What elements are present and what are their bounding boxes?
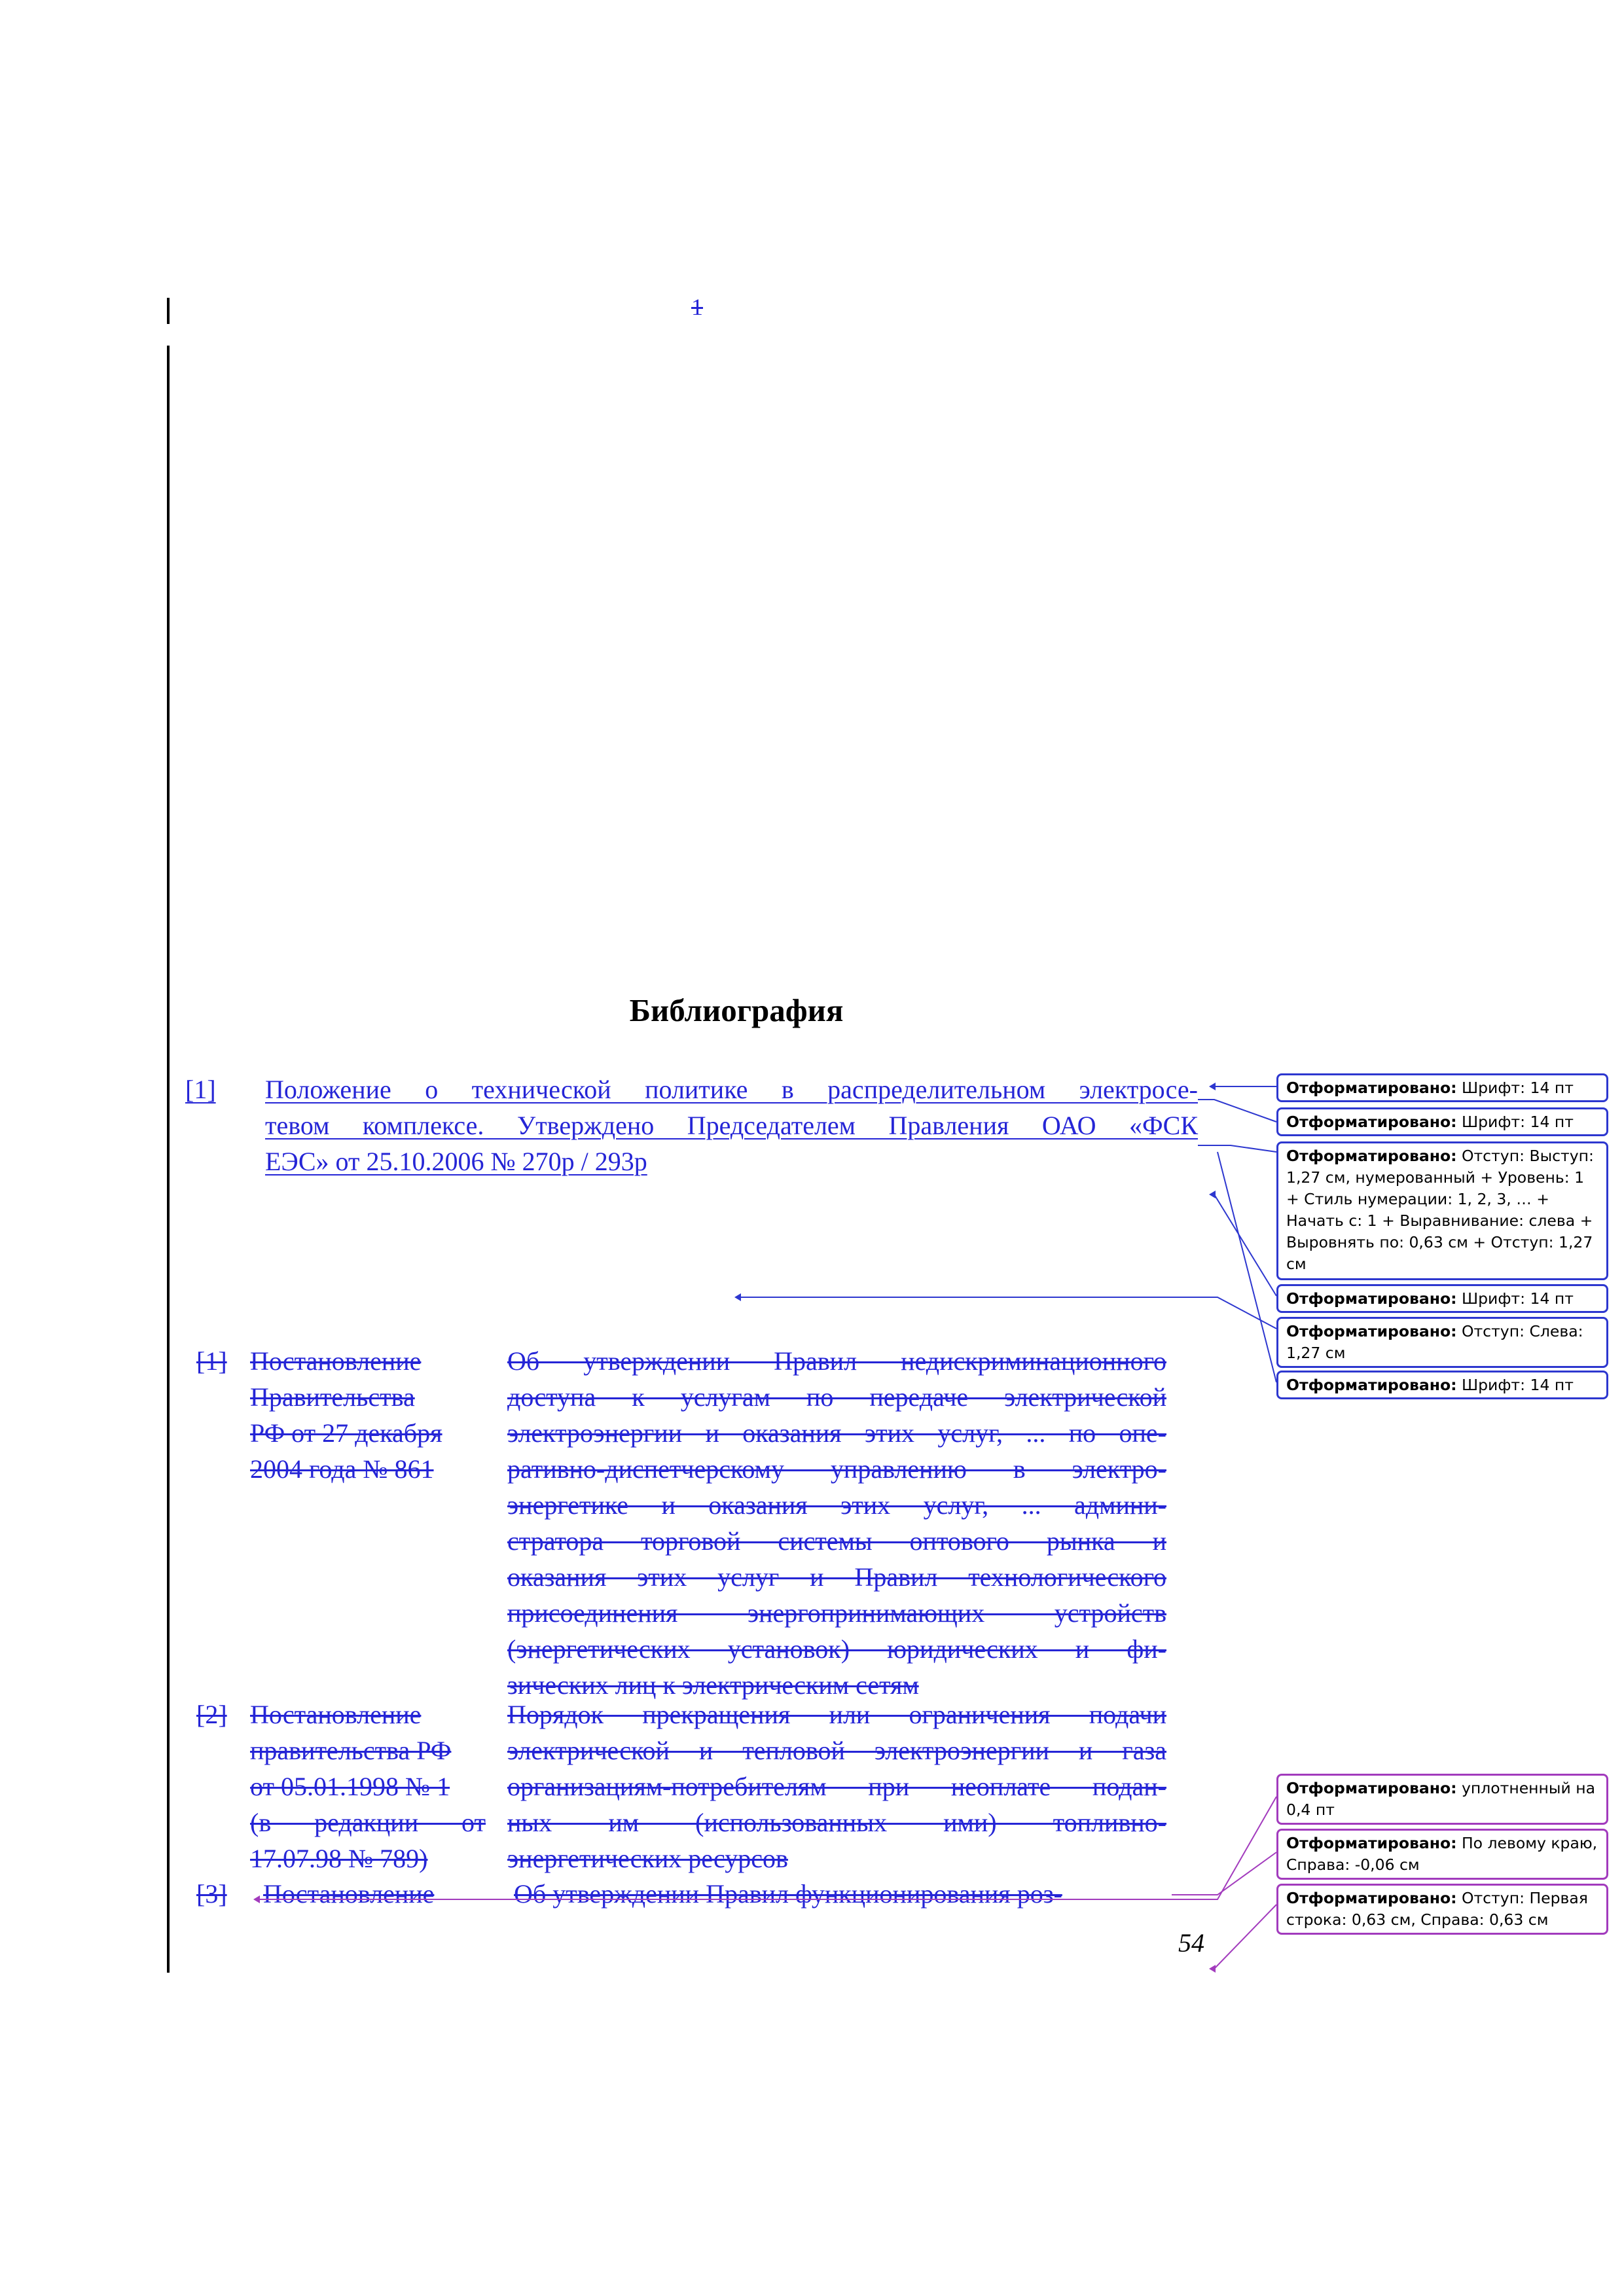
entry-left-cell: (в редакции от <box>250 1808 486 1837</box>
entry-right-cell: присоединения энергопринимающих устройств <box>507 1598 1166 1628</box>
entry-left-cell: Постановление <box>263 1879 435 1909</box>
anchor-arrow <box>1209 1965 1216 1973</box>
header-deleted-mark: 1 <box>691 294 703 320</box>
comment-balloon[interactable]: Отформатировано: Шрифт: 14 пт <box>1276 1284 1608 1313</box>
entry-right-cell: ных им (использованных ими) топливно- <box>507 1808 1166 1837</box>
entry-line: Положение о технической политике в распределительном электросе- <box>265 1075 1198 1104</box>
entry-right-cell: электрической и тепловой электроэнергии и газа <box>507 1736 1166 1765</box>
entry-number: [1] <box>196 1346 227 1376</box>
entry-line: ЕЭС» от 25.10.2006 № 270р / 293р <box>265 1147 647 1176</box>
entry-number: [3] <box>196 1879 227 1909</box>
connector-line <box>1198 1145 1276 1152</box>
connector-line <box>1172 1852 1276 1895</box>
entry-line: тевом комплексе. Утверждено Председателем Правления ОАО «ФСК <box>265 1111 1198 1140</box>
entry-right-cell: доступа к услугам по передаче электрической <box>507 1382 1166 1412</box>
entry-right-cell: Порядок прекращения или ограничения подачи <box>507 1700 1166 1729</box>
entry-number: [2] <box>196 1700 227 1729</box>
entry-right-cell: энергетике и оказания этих услуг, ... админи- <box>507 1490 1166 1520</box>
entry-right-cell: стратора торговой системы оптового рынка и <box>507 1526 1166 1556</box>
entry-right-cell: зических лиц к электрическим сетям <box>507 1670 919 1700</box>
comment-balloon[interactable]: Отформатировано: Шрифт: 14 пт <box>1276 1371 1608 1399</box>
entry-right-cell: энергетических ресурсов <box>507 1844 788 1873</box>
connector-line <box>1214 1905 1276 1969</box>
entry-number: [1] <box>185 1075 216 1104</box>
entry-right-cell: организациям-потребителям при неоплате подан- <box>507 1772 1166 1801</box>
anchor-arrow <box>1209 1191 1216 1198</box>
comment-balloon[interactable]: Отформатировано: Шрифт: 14 пт <box>1276 1073 1608 1102</box>
entry-left-cell: Правительства <box>250 1382 415 1412</box>
connector-line <box>740 1297 1276 1329</box>
entry-left-cell: Постановление <box>250 1346 422 1376</box>
anchor-arrow <box>253 1895 260 1903</box>
entry-left-cell: Постановление <box>250 1700 422 1729</box>
comment-balloon[interactable]: Отформатировано: Отступ: Слева: 1,27 см <box>1276 1317 1608 1368</box>
entry-right-cell: (энергетических установок) юридических и фи- <box>507 1634 1166 1664</box>
entry-right-cell: электроэнергии и оказания этих услуг, ... по опе- <box>507 1418 1166 1448</box>
change-bar-body <box>167 346 170 1973</box>
page-number: 54 <box>1178 1928 1204 1958</box>
connector-line <box>1218 1152 1276 1382</box>
change-bar-header <box>167 298 170 324</box>
comment-balloon[interactable]: Отформатировано: Отступ: Выступ: 1,27 см, нумерованный + Уровень: 1 + Стиль нумерации: 1, 2, 3, … + Начать с: 1 + Выравнивание: слева + Выровнять по: 0,63 см + Отступ: 1,27 см <box>1276 1141 1608 1280</box>
connector-line <box>1214 1194 1276 1296</box>
page-title: Библиография <box>629 992 844 1028</box>
comment-balloon[interactable]: Отформатировано: Отступ: Первая строка: 0,63 см, Справа: 0,63 см <box>1276 1884 1608 1935</box>
entry-left-cell: РФ от 27 декабря <box>250 1418 442 1448</box>
anchor-arrow <box>1209 1083 1216 1090</box>
entry-left-cell: 17.07.98 № 789) <box>250 1844 428 1873</box>
connector-line <box>1198 1100 1276 1122</box>
entry-right-cell: Об утверждении Правил недискриминационного <box>507 1346 1166 1376</box>
entry-left-cell: правительства РФ <box>250 1736 452 1765</box>
comment-balloon[interactable]: Отформатировано: По левому краю, Справа: -0,06 см <box>1276 1829 1608 1880</box>
entry-right-cell: ративно-диспетчерскому управлению в электро- <box>507 1454 1166 1484</box>
entry-right-cell: оказания этих услуг и Правил технологического <box>507 1562 1166 1592</box>
comment-balloon[interactable]: Отформатировано: Шрифт: 14 пт <box>1276 1107 1608 1136</box>
entry-left-cell: от 05.01.1998 № 1 <box>250 1772 450 1801</box>
anchor-arrow <box>734 1293 741 1301</box>
comment-balloon[interactable]: Отформатировано: уплотненный на 0,4 пт <box>1276 1774 1608 1825</box>
entry-right-cell: Об утверждении Правил функционирования роз- <box>514 1879 1062 1909</box>
entry-left-cell: 2004 года № 861 <box>250 1454 434 1484</box>
